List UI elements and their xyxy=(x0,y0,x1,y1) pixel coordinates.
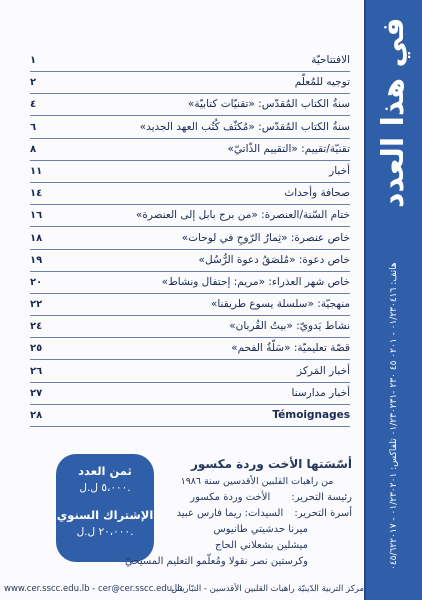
sidebar-title: في هذا العدد xyxy=(376,17,411,209)
toc-title: خاص عنصرة: «ثِمارُ الرّوحِ في لوحات» xyxy=(181,231,350,244)
board-member: ميرنا حدشيتي طانيوس xyxy=(213,524,308,535)
toc-title: تقنيّة/تقييم: «التقييم الذّاتيّ» xyxy=(227,142,350,155)
toc-row xyxy=(30,232,350,250)
toc-page-number: ٤ xyxy=(30,99,37,111)
toc-title: خاص شهر العذراء: «مريم: إحتفال ونشاط» xyxy=(161,275,350,288)
toc-row xyxy=(30,54,350,72)
toc-title: خاص دعوة: «مُلصَقُ دعوة الرُّسُل» xyxy=(198,253,350,266)
toc-row xyxy=(30,165,350,183)
board-member: ميشلين بشعلاني الحاج xyxy=(215,540,308,551)
footer-organization: مركز التربية الدّينيّة راهبات القلبين الأقدسين - التبّاريس xyxy=(171,584,364,594)
toc-title: أخبار المَركز xyxy=(297,364,350,377)
toc-row xyxy=(30,76,350,94)
toc-row xyxy=(30,254,350,272)
toc-row xyxy=(30,209,350,227)
toc-page-number: ٢٥ xyxy=(30,343,43,355)
toc-title: الافتتاحيّة xyxy=(311,54,350,66)
toc-page-number: ١ xyxy=(30,55,37,66)
credits-block xyxy=(125,457,352,572)
toc-page-number: ٢٨ xyxy=(30,410,43,421)
sidebar-strip xyxy=(364,0,422,600)
price-box xyxy=(56,454,154,562)
toc-title: سنةُ الكتاب المُقدّس: «مُكثّف كُتُب العهد الجديد» xyxy=(139,120,350,133)
toc-title: أخبار xyxy=(329,164,350,177)
toc-page-number: ٢٤ xyxy=(30,321,43,333)
editor-line xyxy=(162,492,352,503)
table-of-contents xyxy=(30,54,350,431)
toc-row xyxy=(30,276,350,294)
toc-row xyxy=(30,143,350,161)
toc-title: نشاط يَدويّ: «بيتُ القُربان» xyxy=(229,320,350,333)
toc-row xyxy=(30,342,350,360)
subscription-label: الإشتراك السنوي xyxy=(56,508,154,522)
issue-price-label: ثمن العدد xyxy=(78,464,132,478)
editor-name: الأخت وردة مكسور xyxy=(190,492,271,503)
toc-page-number: ١٤ xyxy=(30,188,43,200)
toc-row xyxy=(30,98,350,116)
sidebar-contact-numbers: هاتف: ٠١/٢٣٠٤١٦ - ٠٢٠١ ٤٥ ٢٣٠ -٠١/٢٣٠٢٣١ تلفاكس: ٠١/٢٣٠٢٠١ - ٠٤٥/٦٢٢٠١٧ xyxy=(389,262,399,570)
footer-web-email: www.cer.sscc.edu.lb - cer@cer.sscc.edu.lb xyxy=(4,584,183,594)
founder-line: أسّسَتها الأخت وردة مكسور xyxy=(190,457,352,471)
toc-page-number: ٦ xyxy=(30,121,37,133)
toc-title: توجيه للمُعلّم xyxy=(294,76,350,89)
board-member: السيدات: ريما فارس عبيد xyxy=(176,508,284,519)
issue-price-value: ٥،٠٠٠ ل.ل. xyxy=(79,482,131,494)
toc-page-number: ١١ xyxy=(30,165,43,177)
toc-row xyxy=(30,320,350,338)
subscription-value: ٢٠،٠٠٠ ل.ل. xyxy=(76,526,134,538)
footer xyxy=(4,578,364,594)
board-line xyxy=(162,508,352,519)
editor-label: رئيسة التحرير: xyxy=(291,492,352,503)
toc-page-number: ١٨ xyxy=(30,232,43,244)
toc-title: منهجيّة: «سلسلة يسوع طريقنا» xyxy=(210,298,350,311)
toc-page-number: ١٦ xyxy=(30,210,43,222)
toc-title: أخبار مدارسنا xyxy=(291,386,350,399)
toc-row xyxy=(30,121,350,139)
toc-row xyxy=(30,409,350,427)
toc-page-number: ٢٠ xyxy=(30,276,43,288)
toc-row xyxy=(30,187,350,205)
toc-page-number: ١٩ xyxy=(30,254,43,266)
toc-title: ختام السّنة/العنصرة: «من برج بابل إلى العنصرة» xyxy=(135,209,350,222)
toc-title: صحافة وأحداث xyxy=(284,187,350,200)
toc-row xyxy=(30,365,350,383)
toc-title: Témoignages xyxy=(272,409,350,421)
toc-title: قصّة تعليميّة: «سَلّةُ الفحم» xyxy=(231,342,350,355)
toc-row xyxy=(30,387,350,405)
toc-title: سنةُ الكتاب المُقدّس: «تقنيّات كتابيّة» xyxy=(187,98,350,111)
toc-page-number: ٢٧ xyxy=(30,387,43,399)
board-label: أسرة التحرير: xyxy=(294,508,352,519)
toc-page-number: ٨ xyxy=(30,143,37,155)
board-member: وكرستين نصر نقولا ومُعلّمو التعليم المسيحيّ xyxy=(125,556,308,567)
founder-subline: من راهبات القلبين الأقدسين سنة ١٩٨٦ xyxy=(180,476,334,487)
toc-page-number: ٢٢ xyxy=(30,299,43,311)
toc-page-number: ٢ xyxy=(30,77,37,89)
toc-page-number: ٢٦ xyxy=(30,365,43,377)
toc-row xyxy=(30,298,350,316)
